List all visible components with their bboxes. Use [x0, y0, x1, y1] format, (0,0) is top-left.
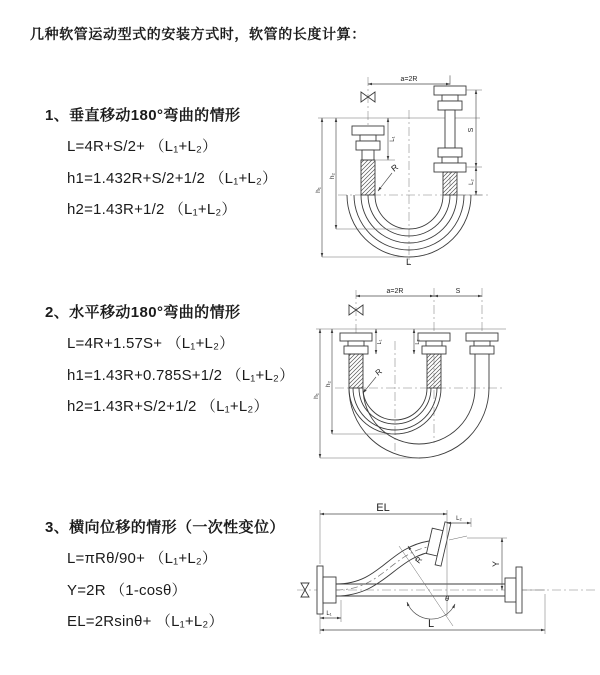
formula-el: EL=2Rsinθ+ （L₁+L₂） [67, 613, 224, 630]
section-1-formulas [67, 131, 277, 226]
section-vertical-travel [45, 104, 277, 226]
section-1-heading: 1、垂直移动180°弯曲的情形 [45, 107, 241, 124]
diagram-lateral-displacement [295, 498, 600, 663]
dim-label-h2: h₂ [329, 172, 336, 180]
hose-displaced-position [336, 519, 467, 596]
dim-label-l1: L₁ [377, 339, 383, 345]
right-pipe-fitting-displaced [466, 333, 498, 388]
dim-label-y: Y [491, 560, 501, 568]
middle-pipe-fitting [418, 333, 450, 388]
formula-length: L=4R+S/2+ （L₁+L₂） [67, 138, 218, 155]
radius-label: R [373, 366, 384, 378]
dim-label-a-2r: a=2R [400, 76, 418, 83]
diagram-horizontal-180-bend [310, 283, 600, 465]
dim-label-l: L [406, 257, 412, 268]
radius-leader-line [378, 173, 392, 191]
left-pipe-fitting [352, 126, 384, 195]
dim-label-l1: L₁ [390, 136, 396, 142]
formula-h2: h2=1.43R+S/2+1/2 （L₁+L₂） [67, 398, 269, 415]
dim-label-h1: h₁ [315, 187, 322, 193]
formula-length: L=πRθ/90+ （L₁+L₂） [67, 550, 218, 567]
section-2-heading: 2、水平移动180°弯曲的情形 [45, 304, 241, 321]
dim-label-l1: L₁ [326, 611, 332, 617]
braided-hose-section [443, 172, 457, 195]
ext-line [320, 510, 450, 616]
section-lateral-displacement [45, 516, 285, 638]
radius-label: R [413, 555, 425, 566]
angle-construction-line [399, 546, 453, 626]
braided-hose-section [427, 354, 441, 388]
dim-label-h1: h₁ [313, 393, 320, 399]
dim-label-l2: L₂ [469, 179, 475, 185]
formula-h2: h2=1.43R+1/2 （L₁+L₂） [67, 201, 237, 218]
dim-label-a-2r: a=2R [386, 288, 404, 295]
dim-label-s: S [468, 127, 475, 133]
dim-label-l: L [427, 618, 435, 630]
formula-h1: h1=1.43R+0.785S+1/2 （L₁+L₂） [67, 366, 295, 384]
section-horizontal-travel [45, 301, 294, 423]
diagram-vertical-180-bend [310, 70, 600, 270]
section-3-heading: 3、横向位移的情形（一次性变位） [45, 519, 285, 536]
dim-label-l2: L₂ [456, 516, 462, 522]
dim-label-h2: h₂ [325, 380, 332, 388]
left-pipe-fitting [340, 333, 372, 388]
dim-label-l2: L₂ [415, 339, 421, 345]
right-pipe-fitting [434, 86, 466, 195]
section-2-formulas [67, 328, 294, 423]
angle-label-theta: θ [445, 594, 450, 603]
formula-y: Y=2R （1-cosθ） [67, 581, 187, 599]
section-3-formulas [67, 543, 285, 638]
page-title: 几种软管运动型式的安装方式时，软管的长度计算： [30, 26, 366, 42]
angle-arc [407, 602, 455, 619]
left-flange [317, 566, 336, 614]
formula-h1: h1=1.432R+S/2+1/2 （L₁+L₂） [67, 169, 278, 187]
hose-centerline [336, 546, 433, 590]
braided-hose-section [361, 160, 375, 195]
braided-hose-section [349, 354, 363, 388]
dim-label-s: S [455, 288, 461, 295]
radius-leader-line [363, 377, 376, 393]
dim-label-el: EL [376, 502, 390, 514]
radius-label: R [389, 161, 401, 174]
formula-length: L=4R+1.57S+ （L₁+L₂） [67, 335, 235, 352]
